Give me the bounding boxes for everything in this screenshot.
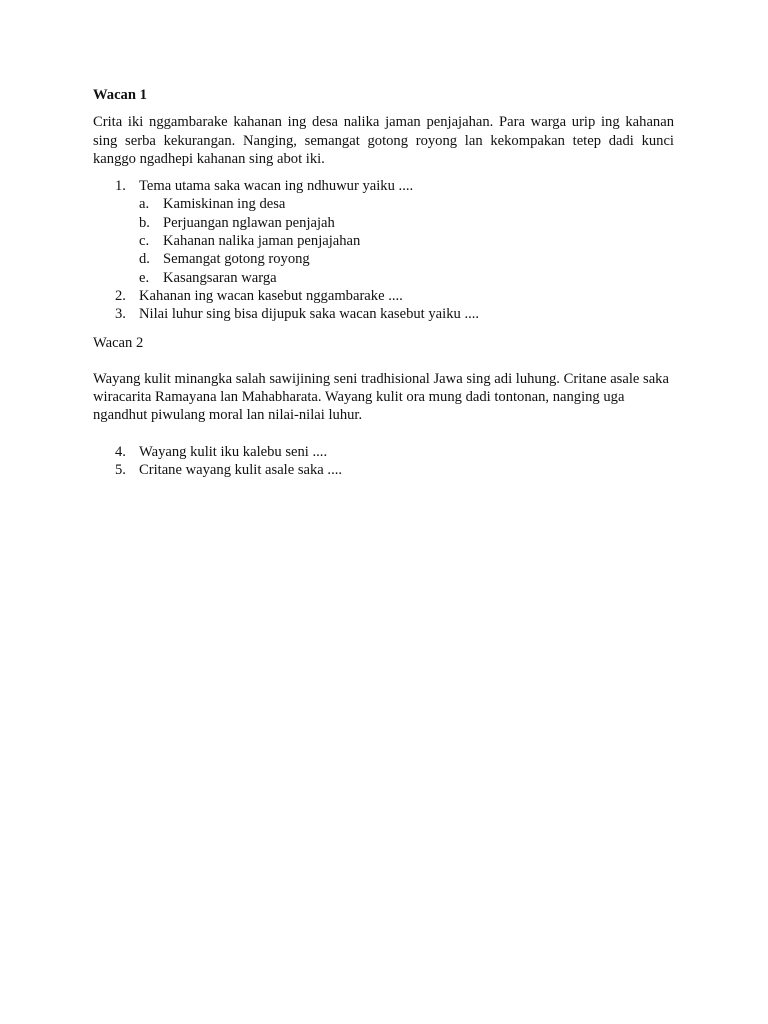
question-item	[93, 305, 674, 323]
option-text: Semangat gotong royong	[163, 251, 310, 268]
question-item	[93, 287, 674, 305]
option-text: Kasangsaran warga	[163, 269, 277, 286]
question-text: Kahanan ing wacan kasebut nggambarake ....	[139, 287, 403, 304]
answer-option	[139, 269, 674, 287]
question-item	[93, 461, 674, 479]
question-text: Tema utama saka wacan ing ndhuwur yaiku ....	[139, 178, 414, 195]
document-content	[93, 86, 674, 479]
blank-line	[93, 425, 674, 443]
wacan1-paragraph: Crita iki nggambarake kahanan ing desa nalika jaman penjajahan. Para warga urip ing kahanan sing serba kekurangan. Nanging, semangat gotong royong lan kekompakan tetep dadi kunci kanggo ngadhepi kahanan sing abot iki.	[93, 114, 674, 167]
question-item	[93, 177, 674, 287]
option-letter: c.	[139, 233, 150, 250]
option-text: Perjuangan nglawan penjajah	[163, 214, 335, 231]
answer-options	[139, 195, 674, 286]
question-text: Nilai luhur sing bisa dijupuk saka wacan kasebut yaiku ....	[139, 306, 480, 323]
question-number: 4.	[115, 443, 126, 460]
option-letter: a.	[139, 196, 150, 213]
answer-option	[139, 232, 674, 250]
wacan2-heading: Wacan 2	[93, 334, 144, 351]
answer-option	[139, 195, 674, 213]
question-number: 3.	[115, 306, 126, 323]
question-number: 1.	[115, 178, 126, 195]
answer-option	[139, 214, 674, 232]
blank-line	[93, 352, 674, 370]
option-letter: d.	[139, 251, 150, 268]
question-item	[93, 443, 674, 461]
answer-option	[139, 250, 674, 268]
question-text: Critane wayang kulit asale saka ....	[139, 462, 343, 479]
wacan1-heading: Wacan 1	[93, 87, 147, 103]
question-number: 2.	[115, 287, 126, 304]
option-text: Kamiskinan ing desa	[163, 196, 286, 213]
wacan2-paragraph: Wayang kulit minangka salah sawijining seni tradhisional Jawa sing adi luhung. Critane asale saka wiracarita Ramayana lan Mahabharata. Wayang kulit ora mung dadi tontonan, nanging uga ngandhut piwulang moral lan nilai-nilai luhur.	[93, 370, 669, 424]
question-number: 5.	[115, 462, 126, 479]
wacan1-question-list	[93, 177, 674, 323]
question-text: Wayang kulit iku kalebu seni ....	[139, 443, 328, 460]
wacan2-question-list	[93, 443, 674, 480]
option-letter: b.	[139, 214, 150, 231]
option-text: Kahanan nalika jaman penjajahan	[163, 233, 361, 250]
option-letter: e.	[139, 269, 150, 286]
